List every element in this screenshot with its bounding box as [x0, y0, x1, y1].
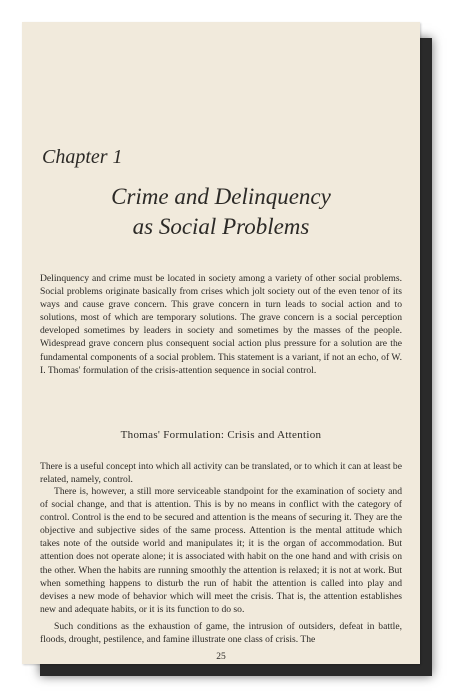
chapter-label: Chapter 1 — [42, 146, 123, 168]
section-paragraph-1: There is a useful concept into which all activity can be translated, or to which it can at least be related, namely, control. — [40, 461, 402, 486]
intro-paragraph: Delinquency and crime must be located in society among a variety of other social problems. Social problems originate basically from crises which jolt society out of the even tenor of its ways and cause grave concern. This grave concern in turn leads to social action and to solutions, most of which are temporary solutions. The grave concern is a social perception developed sometimes by leaders in society and sometimes by the masses of the people. Widespread grave concern plus consequent social action plus pressure for a solution are the fundamental components of a social problem. This statement is a variant, if not an echo, of W. I. Thomas' formulation of the crisis-attention sequence in social control. — [40, 273, 402, 376]
section-heading: Thomas' Formulation: Crisis and Attention — [120, 429, 322, 441]
chapter-title-line-2: as Social Problems — [132, 214, 310, 239]
section-paragraph-2: There is, however, a still more serviceable standpoint for the examination of society and of social change, and that is attention. This is by no means in conflict with the category of control. Control is the end to be secured and attention is the means of securing it. They are the objective and subjective sides of the same process. Attention is the mental attitude which takes note of the outside world and manipulates it; it is the organ of accommodation. But attention does not operate alone; it is associated with habit on the one hand and with crisis on the other. When the habits are running smoothly the attention is relaxed; it is not at work. But when something happens to disturb the run of habit the attention is called into play and devises a new mode of behavior which will meet the crisis. That is, the attention establishes new and adequate habits, or it is its function to do so. — [40, 486, 402, 615]
chapter-title-line-1: Crime and Delinquency — [111, 184, 331, 209]
page-number: 25 — [216, 652, 226, 662]
book-page — [22, 22, 420, 664]
section-paragraph-3: Such conditions as the exhaustion of game, the intrusion of outsiders, defeat in battle, floods, drought, pestilence, and famine illustrate one class of crisis. The — [40, 621, 402, 646]
